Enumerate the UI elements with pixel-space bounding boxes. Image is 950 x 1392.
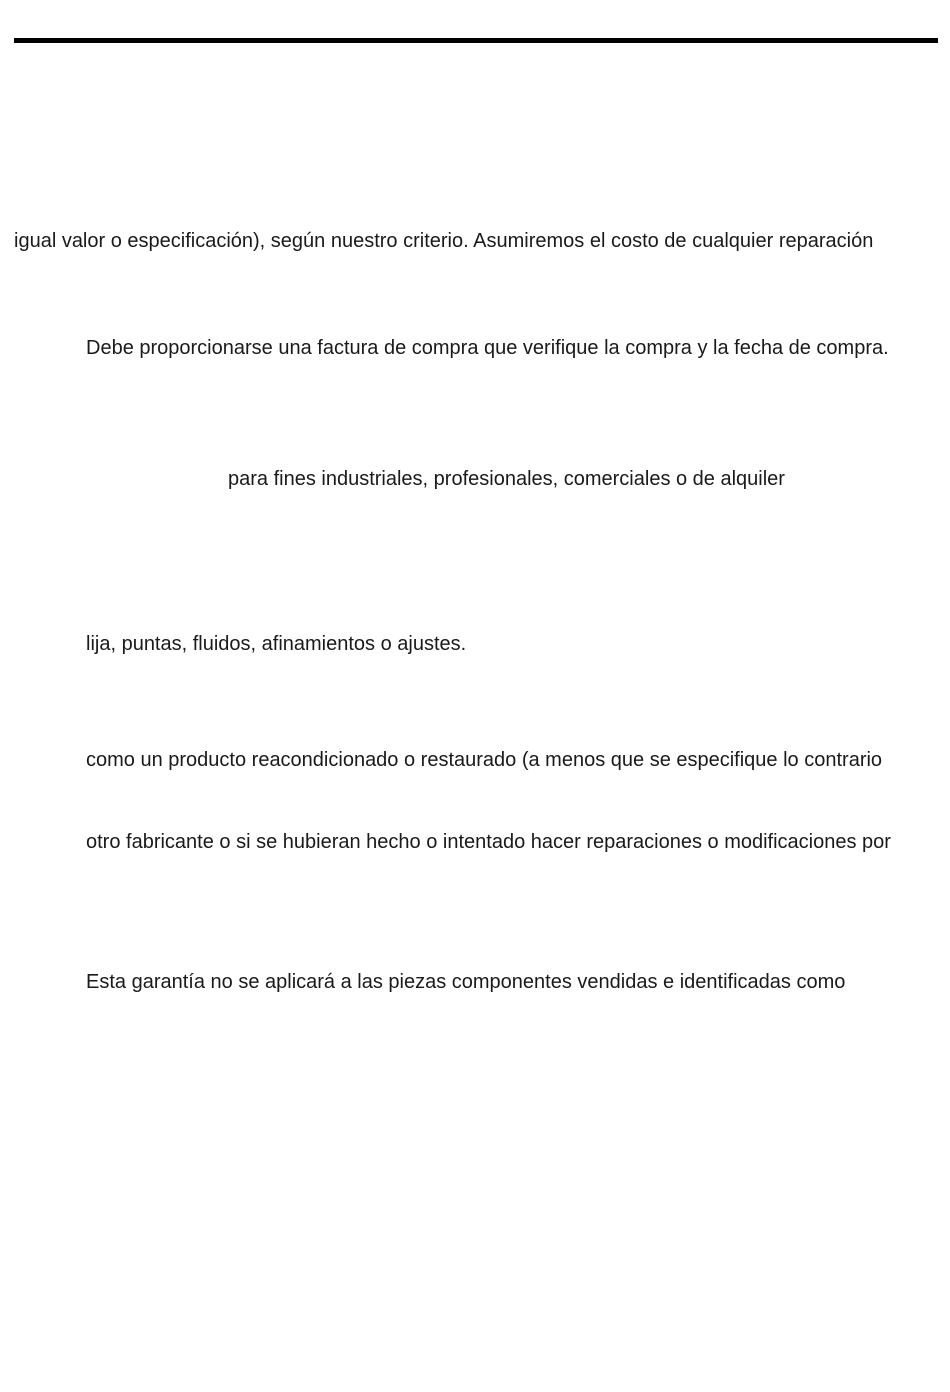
- text-line: como un producto reacondicionado o restaurado (a menos que se especifique lo contrario: [86, 749, 883, 771]
- text-line: lija, puntas, fluidos, afinamientos o ajustes.: [86, 633, 467, 655]
- text-line: igual valor o especificación), según nuestro criterio. Asumiremos el costo de cualquier reparación: [14, 230, 874, 252]
- text-line: Debe proporcionarse una factura de compra que verifique la compra y la fecha de compra.: [86, 337, 889, 359]
- text-line: Esta garantía no se aplicará a las piezas componentes vendidas e identificadas como: [86, 971, 846, 993]
- top-rule: [14, 38, 938, 43]
- text-line: otro fabricante o si se hubieran hecho o intentado hacer reparaciones o modificaciones por: [86, 831, 891, 853]
- text-line: para fines industriales, profesionales, comerciales o de alquiler: [228, 468, 785, 490]
